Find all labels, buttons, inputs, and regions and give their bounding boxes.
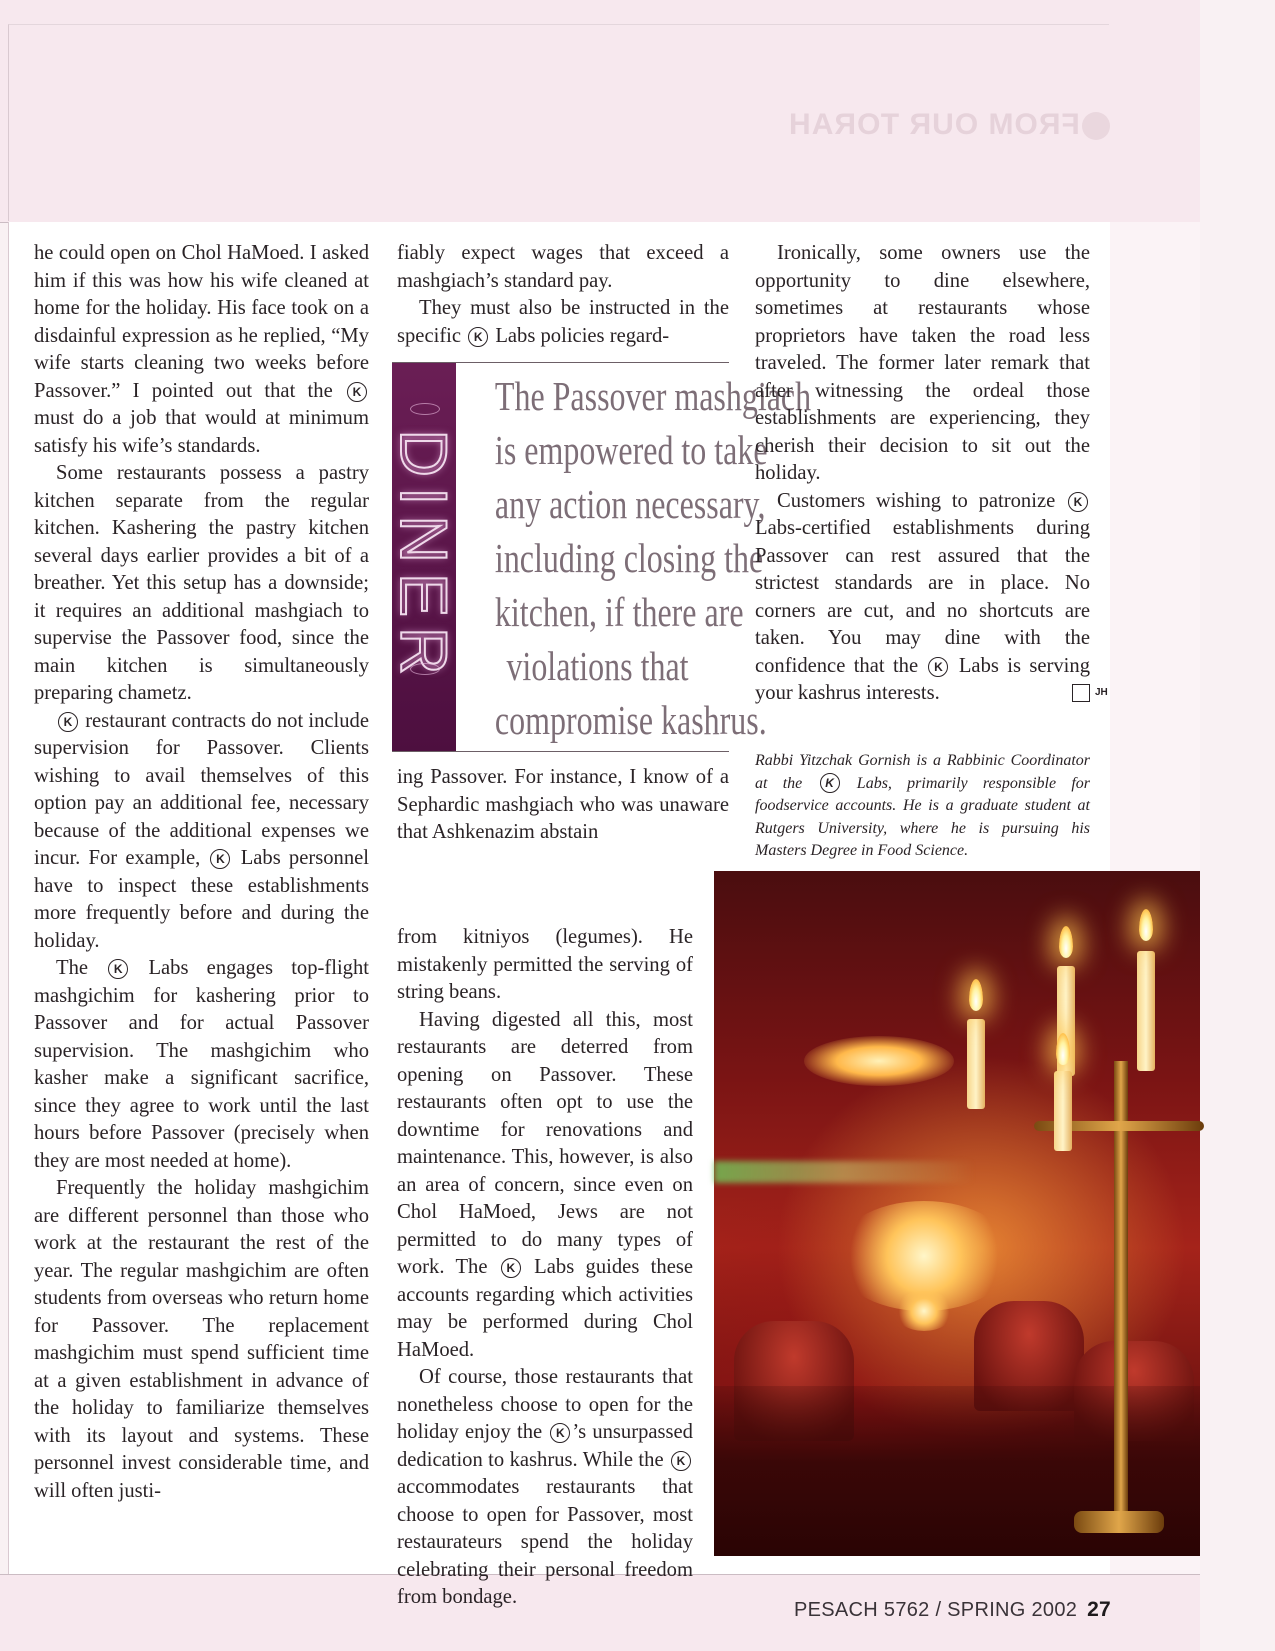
column-2-bottom [397,924,693,1612]
pull-quote-line: The Passover mashgiach [494,373,812,419]
candle-icon [967,1019,985,1109]
top-margin-band [0,0,1200,223]
k-certification-icon: K [550,1423,570,1443]
text-run: Frequently the holiday mashgichim are different personnel than those who work at the restaurant the rest of the year. The regular mashgichim are often students from overseas who return home for Passover. The replacement mashgichim must spend sufficient time at a given establishment in advance of the holiday to familiarize themselves with its layout and systems. These personnel invest considerable time, and will often justi- [34,1177,369,1502]
pull-quote-line: including closing the [494,535,764,581]
text-run: Labs personnel have to inspect these establishments more frequently before and during the holiday. [34,847,369,952]
body-paragraph [397,240,729,295]
neon-squiggle-icon [410,663,440,675]
end-of-article-icon: JH [1072,684,1090,702]
show-through-header: FROM OUR TORAH [788,108,1080,141]
lamp-glow [894,1291,954,1331]
page-number: 27 [1087,1598,1112,1621]
issue-label: PESACH 5762 / SPRING 2002 [794,1599,1078,1621]
pull-quote-line: kitchen, if there are [494,589,744,635]
page-footer [794,1598,1111,1622]
flame-icon [1059,926,1073,958]
k-certification-icon: K [347,382,367,402]
text-run: ing Passover. For instance, I know of a Sephardic mashgiach who was unaware that Ashkenazim abstain [397,766,729,843]
text-run: Customers wishing to patronize [777,489,1066,512]
body-paragraph [755,240,1090,488]
text-run: Rabbi Yitzchak Gornish is a Rabbinic Coordinator at the [755,752,1090,792]
text-run: Labs-certified establishments during Passover can rest assured that the strictest standards are in place. No corners are cut, and no shortcuts are taken. You may dine with the confidence that the [755,517,1090,677]
candle-icon [1054,1071,1072,1151]
text-run: Labs is serving your kashrus interests. [755,654,1090,704]
k-certification-icon: K [928,657,948,677]
bio-paragraph [755,750,1090,863]
k-certification-icon: K [468,327,488,347]
pull-quote-text [494,369,812,747]
diner-sign-word: DINER [387,429,461,685]
ceiling-light-icon [804,1036,954,1086]
text-run: Ironically, some owners use the opportunity to dine elsewhere, sometimes at restaurants whose proprietors have taken the road less traveled. The former later remark that after witnessing the ordeal those establishments are experiencing, they cherish their decision to sit out the holiday. [755,242,1090,484]
body-paragraph [397,764,729,847]
column-2-middle [397,764,729,847]
pull-quote-line: is empowered to take [494,427,768,473]
body-paragraph [34,1175,369,1505]
k-certification-icon: K [58,712,78,732]
text-run: must do a job that would at minimum satisfy his wife’s standards. [34,407,369,457]
k-certification-icon: K [210,849,230,869]
body-paragraph [397,1364,693,1612]
text-run: from kitniyos (legumes). He mistakenly permitted the serving of string beans. [397,926,693,1003]
column-1 [34,240,369,1505]
text-run: Some restaurants possess a pastry kitchen separate from the regular kitchen. Kashering the pastry kitchen several days earlier provides a bit of a breather. Yet this setup has a downside; it requires an additional mashgiach to supervise the Passover food, since the main kitchen is simultaneously preparing chametz. [34,462,369,704]
text-run: Labs engages top-flight mashgichim for kashering prior to Passover and for actual Passover supervision. The mashgichim who kasher make a significant sacrifice, since they agree to work until the last hours before Passover (precisely when they are most needed at home). [34,957,370,1172]
body-paragraph [397,924,693,1007]
column-2-top [397,240,729,350]
text-run: Labs policies regard- [490,324,670,347]
body-paragraph [34,955,369,1175]
text-run: Of course, those restaurants that nonetheless choose to open for the holiday enjoy the [397,1366,693,1443]
body-paragraph [34,240,369,460]
neon-squiggle-icon [410,403,440,415]
body-paragraph [397,1007,693,1365]
text-run: accommodates restaurants that choose to open for Passover, most restaurateurs spend the holiday celebrating their personal freedom from bondage. [397,1476,693,1608]
pull-quote-line: compromise kashrus. [494,697,767,743]
diner-neon-sign [387,363,461,751]
text-run: They must also be instructed in the specific [397,297,729,347]
column-3 [755,240,1108,708]
k-certification-icon: K [108,959,128,979]
candelabra-base [1074,1511,1164,1533]
author-bio [755,734,1090,879]
pull-quote-box [387,362,812,752]
text-run: Labs guides these accounts regarding which activities may be performed during Chol HaMoed. [397,1256,693,1361]
text-run: he could open on Chol HaMoed. I asked him if this was how his wife cleaned at home for the holiday. His face took on a disdainful expression as he replied, “My wife starts cleaning two weeks before Passover.” I pointed out that the [34,242,369,402]
body-paragraph [755,488,1108,708]
text-run: Labs, primarily responsible for foodservice accounts. He is a graduate student at Rutgers University, where he is pursuing his Masters Degree in Food Science. [755,774,1091,859]
body-paragraph [397,295,729,350]
ghost-logo-icon [1082,112,1110,140]
text-run: Having digested all this, most restaurants are deterred from opening on Passover. These restaurants often opt to use the downtime for renovations and maintenance. This, however, is also an area of concern, since even on Chol HaMoed, Jews are not permitted to do many types of work. The [397,1008,693,1278]
flame-icon [969,979,983,1011]
body-paragraph [34,460,369,708]
k-certification-icon: K [501,1258,521,1278]
flame-icon [1139,909,1153,941]
k-certification-icon: K [820,773,840,793]
text-run: ’s unsurpassed dedication to kashrus. While the [397,1421,693,1471]
k-certification-icon: K [671,1451,691,1471]
text-run: restaurant contracts do not include supervision for Passover. Clients wishing to avail themselves of this option pay an additional fee, necessary because of the additional expenses we incur. For example, [34,709,369,869]
pull-quote-line: any action necessary, [494,481,766,527]
pull-quote-line: violations that [506,643,689,689]
text-run: The [56,957,107,979]
candle-icon [1137,951,1155,1071]
body-paragraph [34,708,369,956]
k-certification-icon: K [1068,492,1088,512]
text-run: fiably expect wages that exceed a mashgiach’s standard pay. [397,242,729,292]
restaurant-candelabra-photo [714,871,1200,1556]
bar-bottles-blur [714,1161,974,1183]
